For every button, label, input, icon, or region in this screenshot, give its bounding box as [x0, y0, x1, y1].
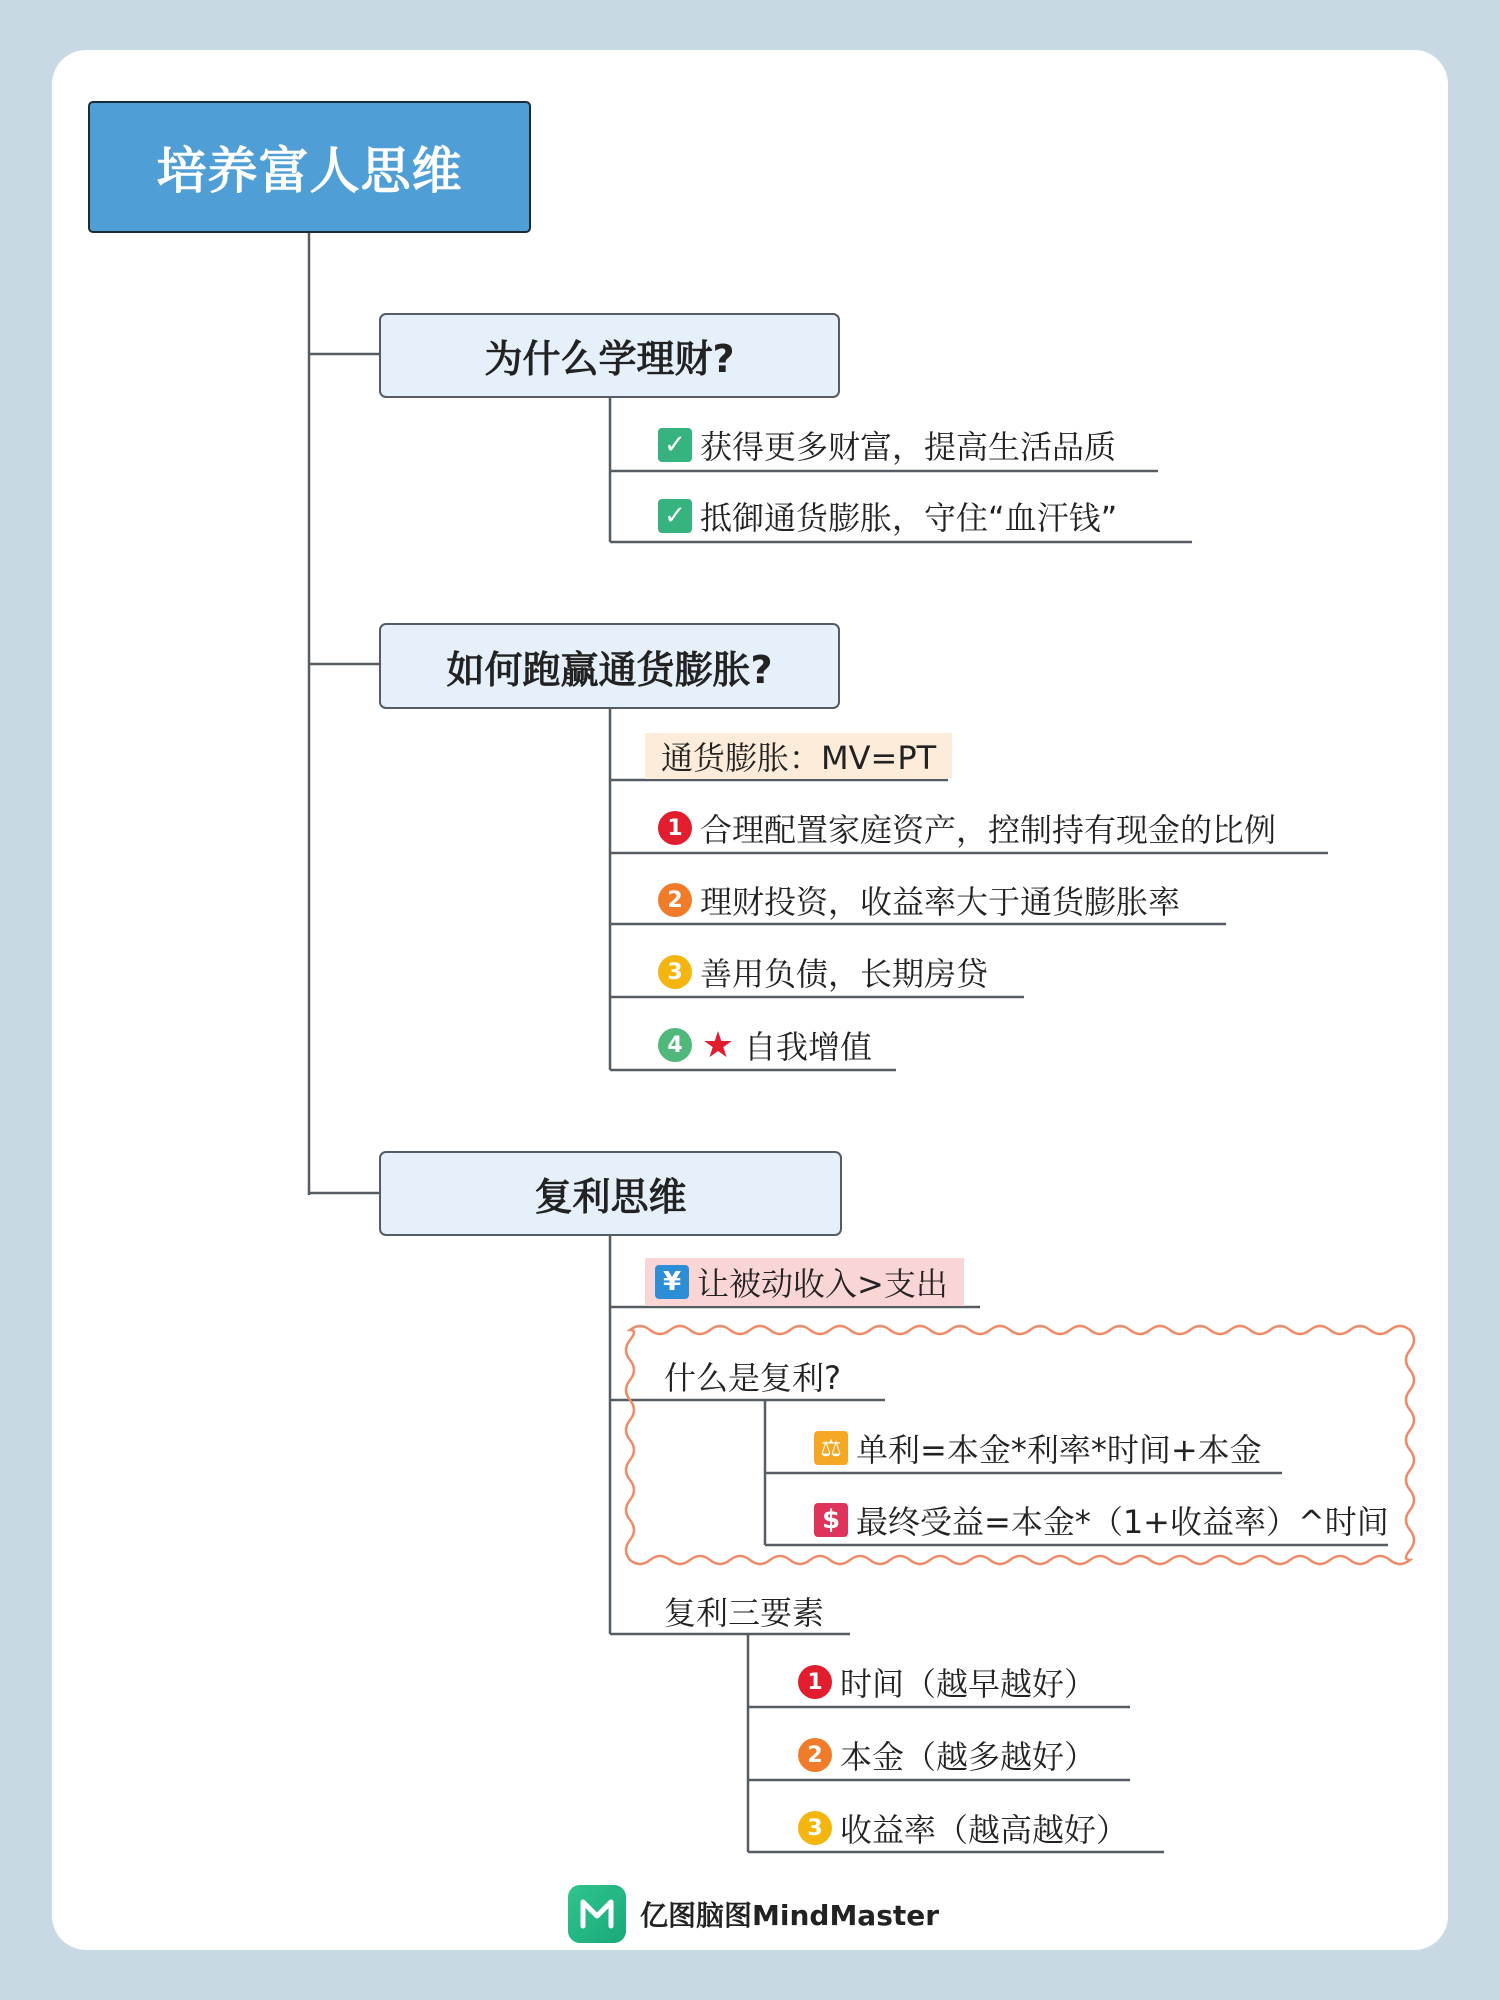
leaf-more-wealth[interactable]	[658, 421, 1116, 469]
number-3-icon: 3	[798, 1811, 832, 1845]
leaf-text: 最终受益=本金*（1+收益率）^时间	[856, 1503, 1389, 1541]
leaf-text: 自我增值	[744, 1028, 873, 1066]
leaf-final-return[interactable]	[814, 1496, 1389, 1544]
leaf-simple-interest[interactable]	[814, 1424, 1262, 1472]
leaf-text: 什么是复利?	[664, 1359, 841, 1397]
leaf-self-improvement[interactable]	[658, 1021, 872, 1069]
number-2-icon: 2	[798, 1738, 832, 1772]
dollar-icon: $	[814, 1503, 848, 1537]
leaf-what-is-compound[interactable]	[664, 1352, 841, 1400]
leaf-text: 单利=本金*利率*时间+本金	[856, 1431, 1262, 1469]
branch-beat-inflation[interactable]: 如何跑赢通货膨胀?	[379, 623, 840, 709]
check-icon: ✓	[658, 499, 692, 533]
brand-name: 亿图脑图MindMaster	[640, 1899, 940, 1932]
leaf-text: 抵御通货膨胀，守住“血汗钱”	[700, 499, 1118, 537]
number-3-icon: 3	[658, 955, 692, 989]
scale-icon: ⚖	[814, 1431, 848, 1465]
leaf-asset-allocation[interactable]	[658, 804, 1276, 852]
footer	[568, 1884, 939, 1944]
leaf-resist-inflation[interactable]	[658, 492, 1117, 540]
leaf-use-debt[interactable]	[658, 948, 988, 996]
leaf-inflation-formula[interactable]	[655, 732, 952, 780]
leaf-text: 通货膨胀：MV=PT	[645, 733, 952, 779]
number-1-icon: 1	[658, 811, 692, 845]
mindmaster-logo-icon	[568, 1885, 626, 1943]
leaf-factor-principal[interactable]	[798, 1731, 1096, 1779]
leaf-factor-rate[interactable]	[798, 1804, 1128, 1852]
leaf-factor-time[interactable]	[798, 1658, 1096, 1706]
leaf-text: 善用负债，长期房贷	[700, 955, 989, 993]
check-icon: ✓	[658, 428, 692, 462]
leaf-text: 获得更多财富，提高生活品质	[700, 428, 1117, 466]
leaf-text: 本金（越多越好）	[840, 1738, 1097, 1776]
leaf-text: 理财投资，收益率大于通货膨胀率	[700, 883, 1181, 921]
leaf-compound-factors[interactable]	[664, 1587, 824, 1635]
number-2-icon: 2	[658, 883, 692, 917]
leaf-text: 收益率（越高越好）	[840, 1811, 1129, 1849]
highlight	[645, 1258, 964, 1306]
yen-icon: ¥	[655, 1265, 689, 1299]
number-1-icon: 1	[798, 1665, 832, 1699]
leaf-text: 时间（越早越好）	[840, 1665, 1097, 1703]
number-4-icon: 4	[658, 1028, 692, 1062]
star-icon: ★	[701, 1024, 735, 1066]
leaf-text: 让被动收入>支出	[697, 1265, 948, 1303]
branch-compound-thinking[interactable]: 复利思维	[379, 1151, 842, 1236]
leaf-text: 复利三要素	[664, 1594, 825, 1632]
branch-why-finance[interactable]: 为什么学理财?	[379, 313, 840, 398]
root-topic[interactable]: 培养富人思维	[88, 101, 531, 233]
leaf-passive-income[interactable]	[655, 1258, 964, 1306]
leaf-investment[interactable]	[658, 876, 1180, 924]
leaf-text: 合理配置家庭资产，控制持有现金的比例	[700, 811, 1277, 849]
